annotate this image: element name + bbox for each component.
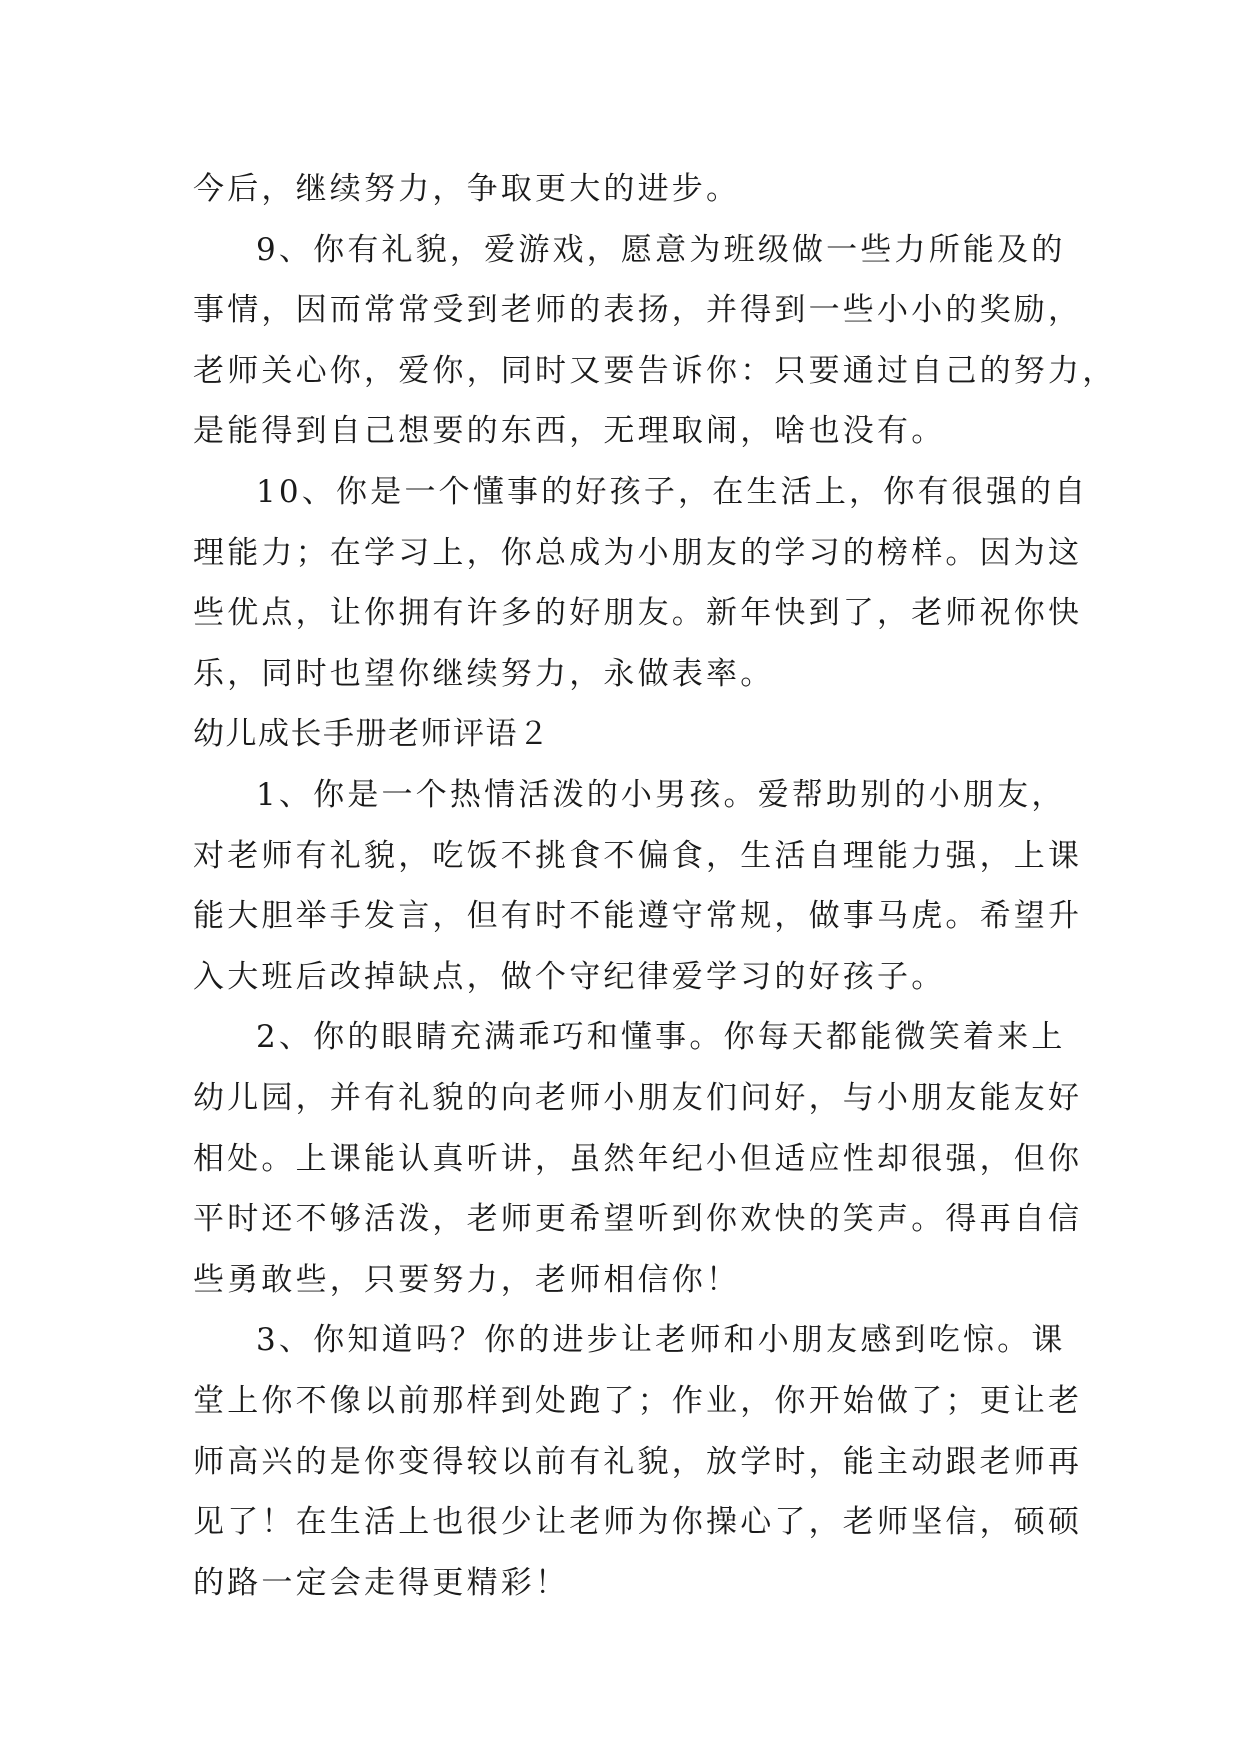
text-line: 些勇敢些，只要努力，老师相信你！ (193, 1262, 741, 1298)
text-line: 入大班后改掉缺点，做个守纪律爱学习的好孩子。 (193, 959, 946, 995)
text-line: 理能力；在学习上，你总成为小朋友的学习的榜样。因为这 (193, 535, 1083, 571)
paragraph-9-line-1: 9、你有礼貌，爱游戏，愿意为班级做一些力所能及的 (256, 232, 1066, 268)
text-line: 些优点，让你拥有许多的好朋友。新年快到了，老师祝你快 (193, 595, 1083, 631)
paragraph-2-line-1: 2、你的眼睛充满乖巧和懂事。你每天都能微笑着来上 (256, 1019, 1066, 1055)
text-line: 乐，同时也望你继续努力，永做表率。 (193, 656, 775, 692)
text-line: 事情，因而常常受到老师的表扬，并得到一些小小的奖励， (193, 292, 1083, 328)
text-line: 师高兴的是你变得较以前有礼貌，放学时，能主动跟老师再 (193, 1444, 1083, 1480)
text-line: 能大胆举手发言，但有时不能遵守常规，做事马虎。希望升 (193, 898, 1083, 934)
text-line: 平时还不够活泼，老师更希望听到你欢快的笑声。得再自信 (193, 1201, 1083, 1237)
text-line: 是能得到自己想要的东西，无理取闹，啥也没有。 (193, 413, 946, 449)
paragraph-1-line-1: 1、你是一个热情活泼的小男孩。爱帮助别的小朋友， (256, 777, 1066, 813)
text-line: 对老师有礼貌，吃饭不挑食不偏食，生活自理能力强，上课 (193, 838, 1083, 874)
text-line: 幼儿园，并有礼貌的向老师小朋友们问好，与小朋友能友好 (193, 1080, 1083, 1116)
text-line: 老师关心你，爱你，同时又要告诉你：只要通过自己的努力， (193, 353, 1117, 389)
text-line: 今后，继续努力，争取更大的进步。 (193, 171, 741, 207)
paragraph-3-line-1: 3、你知道吗？你的进步让老师和小朋友感到吃惊。课 (256, 1322, 1066, 1358)
paragraph-10-line-1: 10、你是一个懂事的好孩子，在生活上，你有很强的自 (256, 474, 1089, 510)
text-line: 的路一定会走得更精彩！ (193, 1565, 570, 1601)
text-line: 相处。上课能认真听讲，虽然年纪小但适应性却很强，但你 (193, 1141, 1083, 1177)
text-line: 见了！在生活上也很少让老师为你操心了，老师坚信，硕硕 (193, 1504, 1083, 1540)
section-heading: 幼儿成长手册老师评语２ (193, 716, 551, 752)
text-line: 堂上你不像以前那样到处跑了；作业，你开始做了；更让老 (193, 1383, 1083, 1419)
